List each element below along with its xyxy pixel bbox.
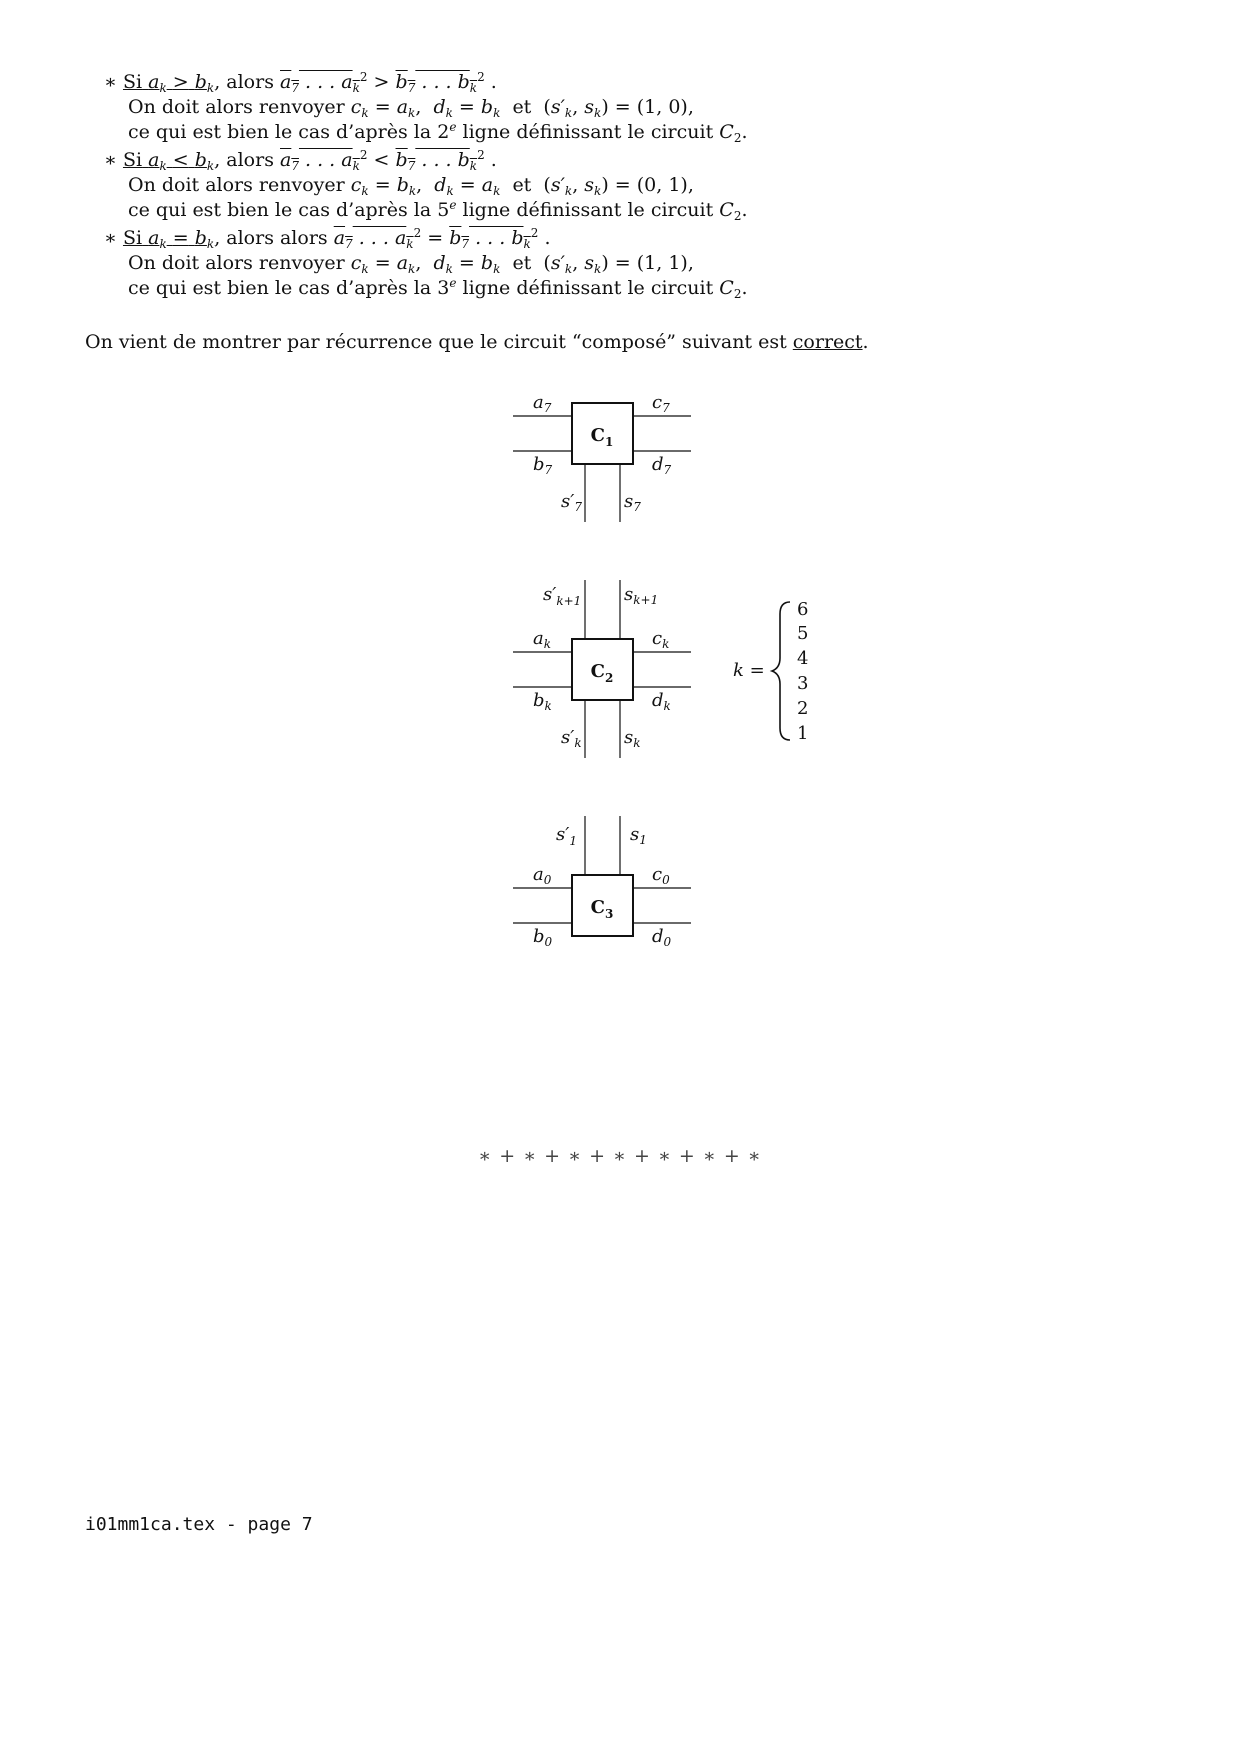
k-value-2: 2 (797, 698, 809, 719)
c1-in-a: $a_7$ (533, 392, 552, 415)
k-value-6: 6 (797, 599, 809, 620)
case-1-line-3: ce qui est bien le cas d’après la 2e ligne définissant le circuit $C_2$. (128, 120, 748, 145)
c1-label: $C_1$ (590, 425, 614, 449)
c1-bot-sp: $s'_7$ (561, 491, 582, 514)
comparison-op: > (373, 71, 390, 93)
number-b: $b_7$ . . . $b_k$ (449, 227, 531, 251)
c3-out-d: $d_0$ (652, 926, 672, 949)
k-value-4: 4 (797, 648, 809, 669)
c1-out-d: $d_7$ (652, 454, 672, 477)
case-condition: Si $a_k > b_k$ (122, 71, 215, 95)
alors-text: , alors alors (214, 227, 328, 249)
conclusion-paragraph: On vient de montrer par récurrence que le circuit “composé” suivant est correct. (85, 331, 869, 353)
alors-text: , alors (214, 149, 274, 171)
number-a: $a_7$ . . . $a_k$ (280, 71, 360, 95)
comparison-op: < (373, 149, 390, 171)
page-footer: i01mm1ca.tex - page 7 (85, 1514, 313, 1535)
bullet: ∗ (104, 149, 117, 171)
c3-top-sp: $s'_1$ (556, 824, 577, 848)
c3-in-b: $b_0$ (533, 926, 553, 949)
case-3-line-1: ∗ Si $a_k = b_k$, alors alors $a_7$ . . . $a_k^2 = b_7$ . . . $b_k^2$ . (104, 226, 551, 251)
c2-out-c: $c_k$ (652, 628, 670, 651)
case-2-line-1: ∗ Si $a_k < b_k$, alors $a_7$ . . . $a_k^2 < b_7$ . . . $b_k^2$ . (104, 148, 497, 173)
comparison-op: = (427, 227, 444, 249)
c2-label: $C_2$ (590, 661, 614, 685)
c2-out-d: $d_k$ (652, 690, 671, 713)
c3-top-s: $s_1$ (630, 824, 647, 847)
k-equals: k = (733, 660, 765, 681)
case-1-line-1: ∗ Si $a_k > b_k$, alors $a_7$ . . . $a_k^2 > b_7$ . . . $b_k^2$ . (104, 70, 497, 95)
case-2-line-2: On doit alors renvoyer $c_k = b_k$, $d_k = a_k$ et ($s'_k$, $s_k) = (0$, 1), (128, 174, 694, 198)
case-3-line-3: ce qui est bien le cas d’après la 3e ligne définissant le circuit $C_2$. (128, 276, 748, 301)
number-b: $b_7$ . . . $b_k$ (395, 71, 478, 95)
c1-bot-s: $s_7$ (624, 491, 641, 514)
case-2-line-3: ce qui est bien le cas d’après la 5e ligne définissant le circuit $C_2$. (128, 198, 748, 223)
case-3-line-2: On doit alors renvoyer $c_k = a_k$, $d_k = b_k$ et ($s'_k$, $s_k) = (1$, 1), (128, 252, 694, 276)
c2-in-a: $a_k$ (533, 628, 552, 651)
case-condition: Si $a_k = b_k$ (122, 227, 215, 251)
c2-bot-sp: $s'_k$ (561, 727, 582, 750)
c2-bot-s: $s_k$ (624, 727, 641, 750)
c3-in-a: $a_0$ (533, 864, 552, 887)
number-a: $a_7$ . . . $a_k$ (333, 227, 414, 251)
bullet: ∗ (104, 227, 117, 249)
k-value-1: 1 (797, 723, 809, 744)
c1-in-b: $b_7$ (533, 454, 553, 477)
c3-out-c: $c_0$ (652, 864, 670, 887)
k-brace (772, 602, 790, 740)
separator: ∗ + ∗ + ∗ + ∗ + ∗ + ∗ + ∗ (478, 1145, 762, 1167)
correct-word: correct (792, 331, 863, 353)
k-value-3: 3 (797, 673, 809, 694)
number-b: $b_7$ . . . $b_k$ (395, 149, 478, 173)
case-1-line-2: On doit alors renvoyer $c_k = a_k$, $d_k = b_k$ et ($s'_k$, $s_k) = (1$, 0), (128, 96, 694, 120)
case-condition: Si $a_k < b_k$ (122, 149, 215, 173)
number-a: $a_7$ . . . $a_k$ (280, 149, 360, 173)
bullet: ∗ (104, 71, 117, 93)
c2-top-s: $s_{k+1}$ (624, 584, 659, 607)
c2-top-sp: $s'_{k+1}$ (543, 584, 582, 608)
k-value-5: 5 (797, 623, 809, 644)
c3-label: $C_3$ (590, 897, 614, 921)
c1-out-c: $c_7$ (652, 392, 670, 415)
alors-text: , alors (214, 71, 274, 93)
c2-in-b: $b_k$ (533, 690, 552, 713)
